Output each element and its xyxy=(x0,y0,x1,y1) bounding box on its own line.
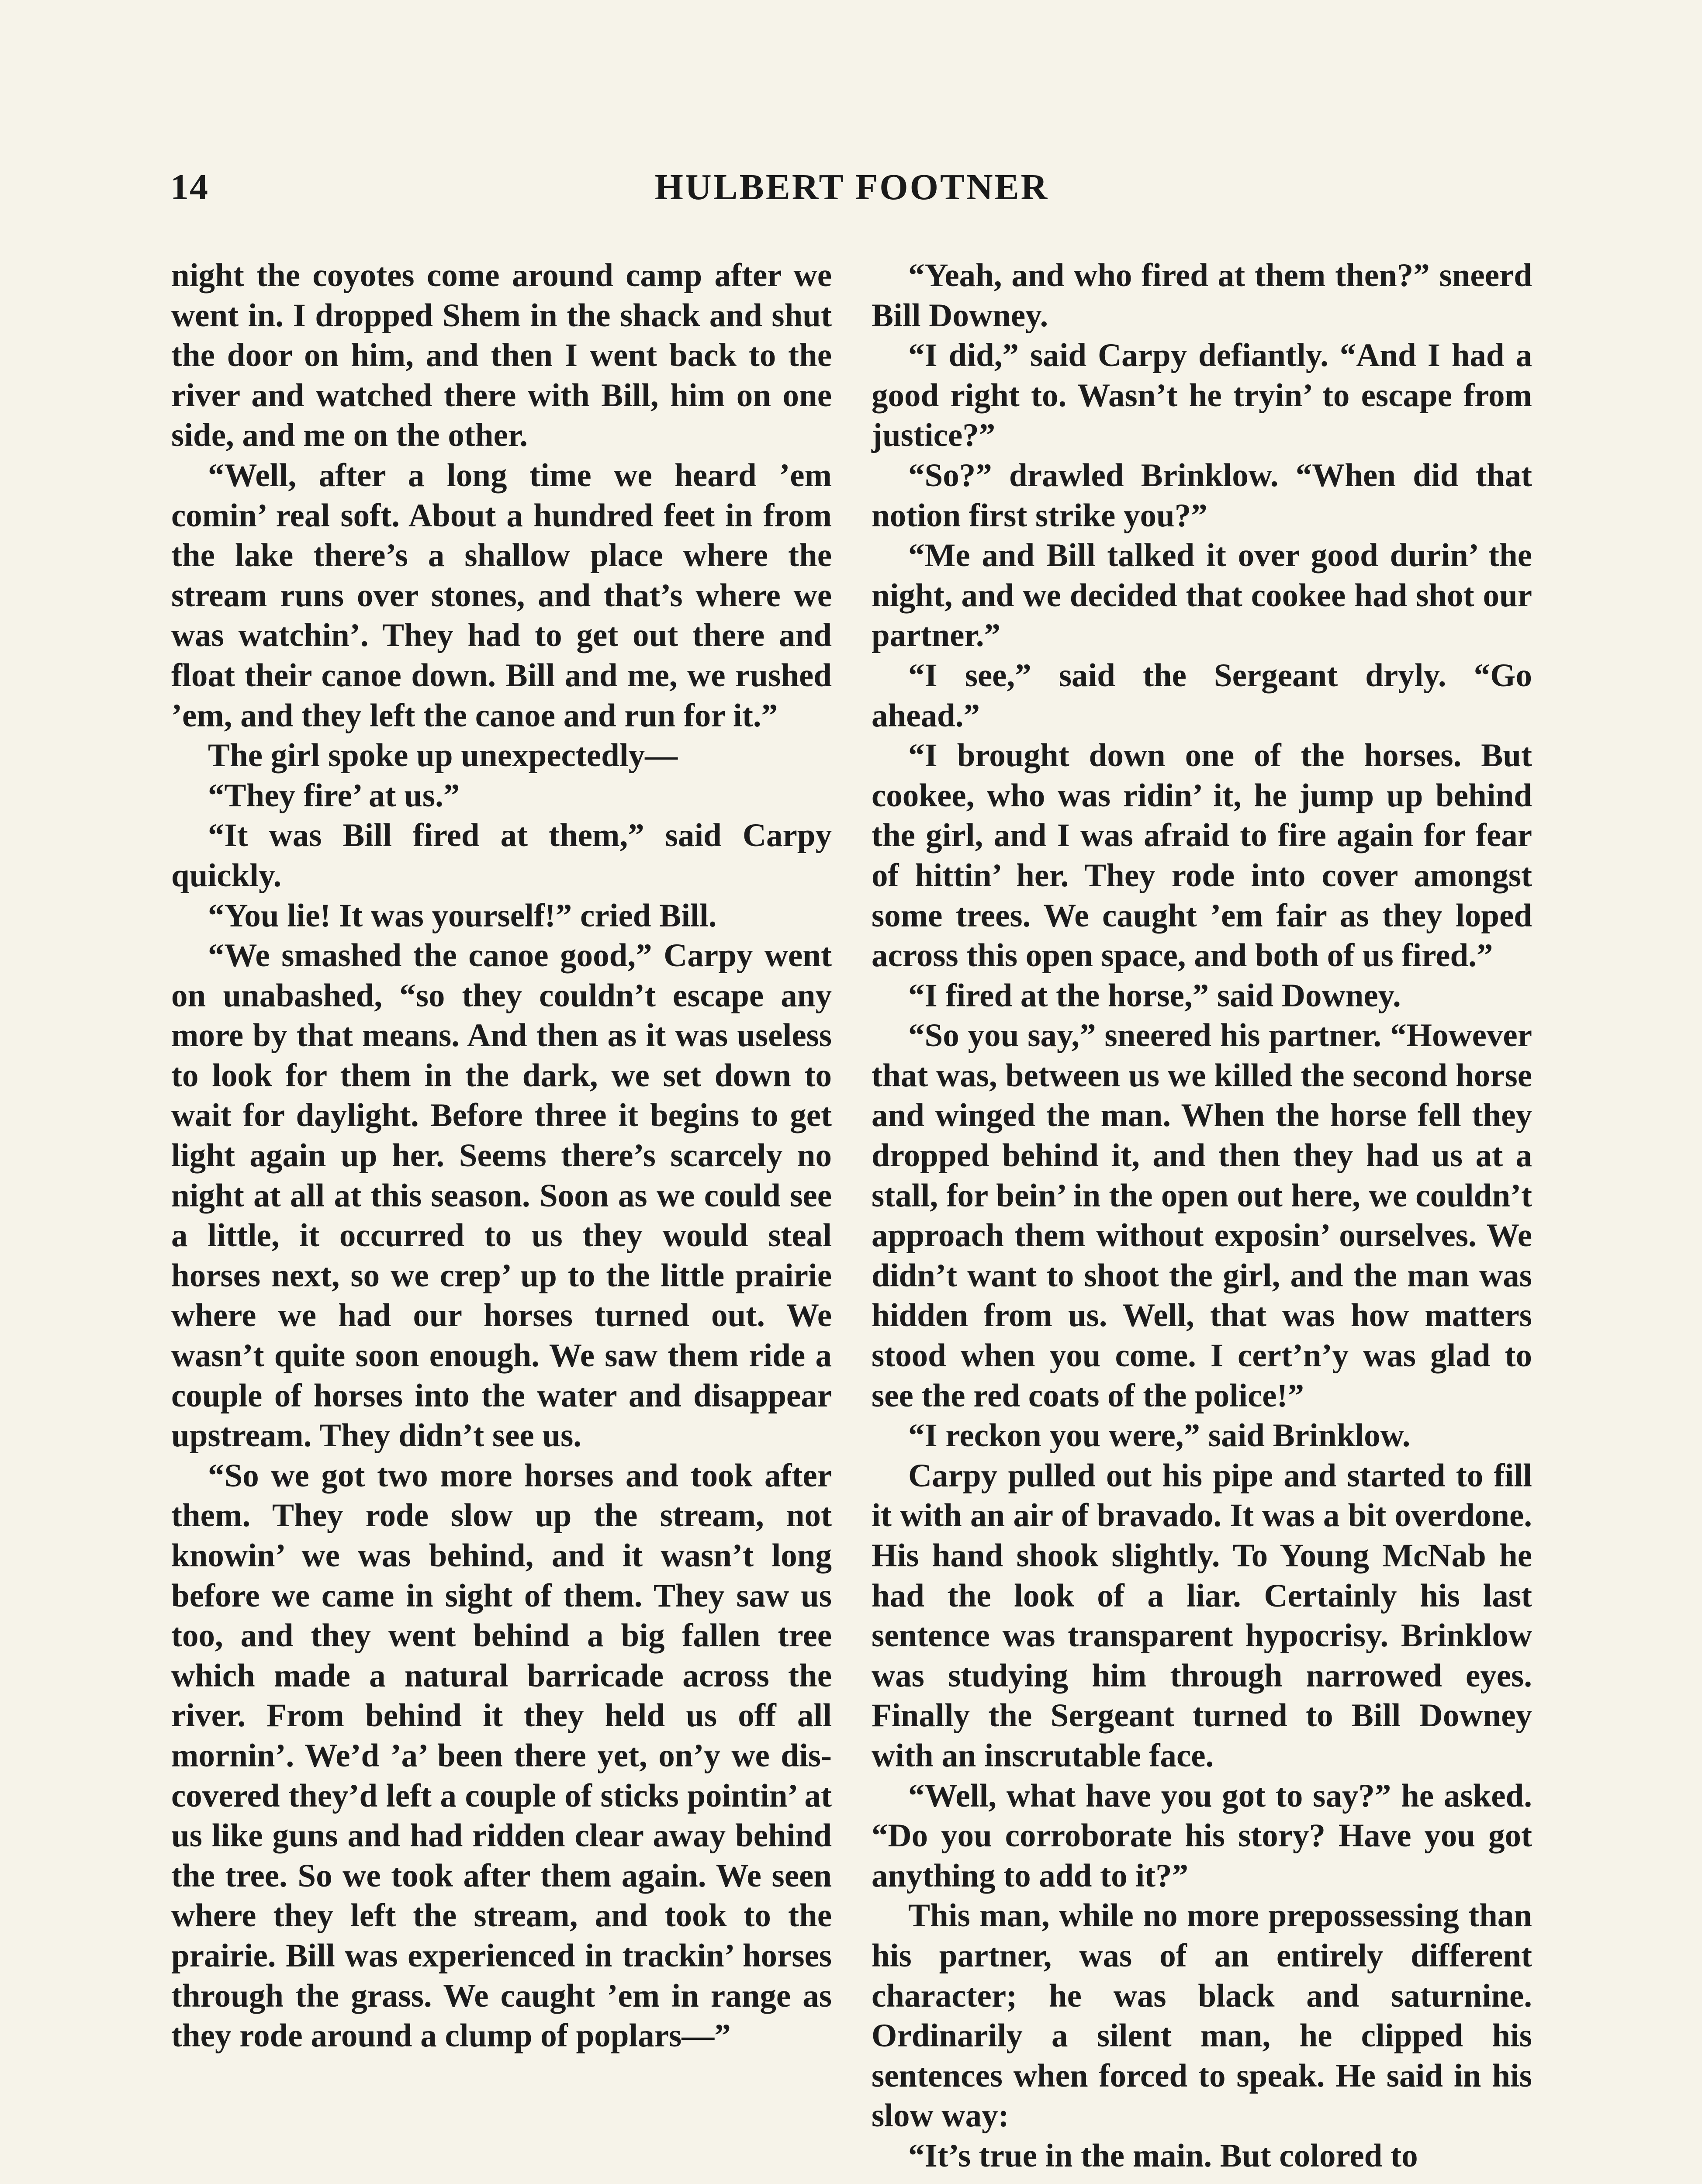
paragraph: “So we got two more horses and took after them. They rode slow up the stream, not knowin’ we was behind, and it wasn’t long before we came in sight of them. They saw us too, and they went behind a big fallen tree which made a natural barricade across the river. From behind it they held us off all mornin’. We’d ’a’ been there yet, on’y we discovered they’d left a couple of sticks pointin’ at us like guns and had ridden clear away behind the tree. So we took after them again. We seen where they left the stream, and took to the prairie. Bill was experienced in trackin’ horses through the grass. We caught ’em in range as they rode around a clump of poplars—” xyxy=(171,1457,832,2054)
paragraph: “Yeah, and who fired at them then?” sneerd Bill Downey. xyxy=(872,257,1532,334)
left-column xyxy=(171,256,832,2056)
paragraph: “I brought down one of the horses. But cookee, who was ridin’ it, he jump up behind the girl, and I was afraid to fire again for fear of hittin’ her. They rode into cover amongst some trees. We caught ’em fair as they loped across this open space, and both of us fired.” xyxy=(872,737,1532,974)
paragraph: “So you say,” sneered his partner. “However that was, between us we killed the second horse and winged the man. When the horse fell they dropped behind it, and then they had us at a stall, for bein’ in the open out here, we couldn’t approach them without exposin’ ourselves. We didn’t want to shoot the girl, and the man was hidden from us. Well, that was how matters stood when you come. I cert’n’y was glad to see the red coats of the police!” xyxy=(872,1017,1532,1414)
paragraph: “So?” drawled Brinklow. “When did that notion first strike you?” xyxy=(872,457,1532,534)
paragraph: night the coyotes come around camp after we went in. I dropped Shem in the shack and shut the door on him, and then I went back to the river and watched there with Bill, him on one side, and me on the other. xyxy=(171,257,832,454)
running-head: HULBERT FOOTNER xyxy=(654,167,1049,207)
paragraph: “I see,” said the Sergeant dryly. “Go ahead.” xyxy=(872,657,1532,734)
paragraph: “I reckon you were,” said Brinklow. xyxy=(908,1417,1411,1454)
right-column xyxy=(872,256,1532,2176)
page-number: 14 xyxy=(170,167,209,207)
page-header xyxy=(170,166,1533,218)
paragraph: “It was Bill fired at them,” said Carpy quickly. xyxy=(171,817,832,894)
paragraph: “Me and Bill talked it over good durin’ the night, and we decided that cookee had shot our partner.” xyxy=(872,537,1532,654)
paragraph: Carpy pulled out his pipe and started to fill it with an air of bravado. It was a bit overdone. His hand shook slightly. To Young McNab he had the look of a liar. Certainly his last sentence was transparent hypocrisy. Brinklow was studying him through narrowed eyes. Finally the Sergeant turned to Bill Downey with an inscrutable face. xyxy=(872,1457,1532,1774)
paragraph: “Well, after a long time we heard ’em comin’ real soft. About a hundred feet in from the lake there’s a shallow place where the stream runs over stones, and that’s where we was watchin’. They had to get out there and float their canoe down. Bill and me, we rushed ’em, and they left the canoe and run for it.” xyxy=(171,457,832,734)
paragraph: “They fire’ at us.” xyxy=(208,777,460,814)
paragraph: This man, while no more prepossessing than his partner, was of an entirely different character; he was black and saturnine. Ordinarily a silent man, he clipped his sentences when forced to speak. He said in his slow way: xyxy=(872,1897,1532,2134)
paragraph: “You lie! It was yourself!” cried Bill. xyxy=(208,897,717,934)
paragraph: “I fired at the horse,” said Downey. xyxy=(908,977,1401,1014)
paragraph: The girl spoke up unexpectedly— xyxy=(208,737,678,774)
paragraph: “We smashed the canoe good,” Carpy went on unabashed, “so they couldn’t escape any more by that means. And then as it was useless to look for them in the dark, we set down to wait for daylight. Before three it begins to get light again up her. Seems there’s scarcely no night at all at this season. Soon as we could see a little, it occurred to us they would steal horses next, so we crep’ up to the little prairie where we had our horses turned out. We wasn’t quite soon enough. We saw them ride a couple of horses into the water and disappear upstream. They didn’t see us. xyxy=(171,937,832,1454)
paragraph: “I did,” said Carpy defiantly. “And I had a good right to. Wasn’t he tryin’ to escape from justice?” xyxy=(872,337,1532,454)
paragraph: “Well, what have you got to say?” he asked. “Do you corroborate his story? Have you got anything to add to it?” xyxy=(872,1777,1532,1894)
paragraph: “It’s true in the main. But colored to xyxy=(908,2137,1418,2174)
